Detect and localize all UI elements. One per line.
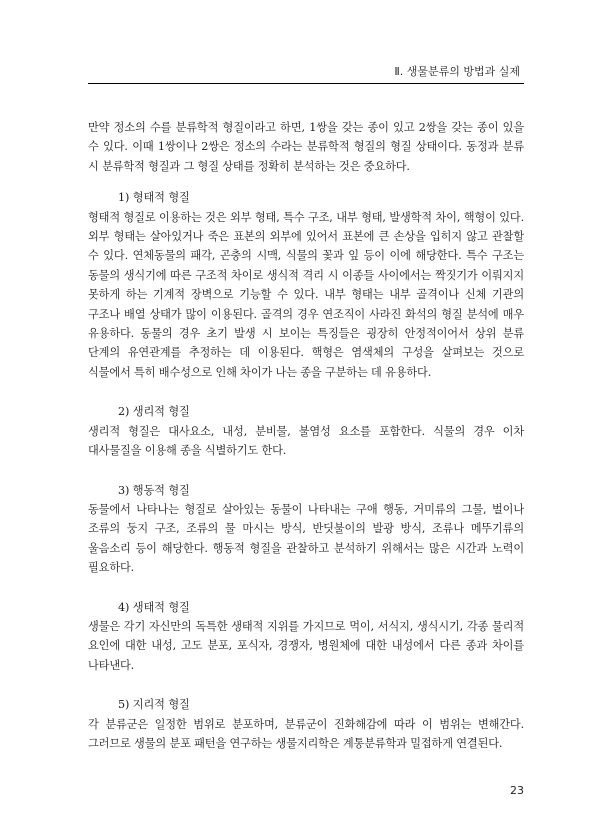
page-number: 23	[510, 784, 524, 797]
section-heading-physiological: 2) 생리적 형질	[118, 405, 190, 419]
intro-paragraph: 만약 정소의 수를 분류학적 형질이라고 하면, 1쌍을 갖는 종이 있고 2쌍을 갖는 종이 있을 수 있다. 이때 1쌍이나 2쌍은 정소의 수라는 분류학적 형질의 형질 상태이다. 동정과 분류 시 분류학적 형질과 그 형질 상태를 정확히 분석하는 것은 중요하다.	[88, 121, 524, 173]
section-paragraph-ecological: 생물은 각기 자신만의 독특한 생태적 지위를 가지므로 먹이, 서식지, 생식시기, 각종 물리적 요인에 대한 내성, 고도 분포, 포식자, 경쟁자, 병원체에 대한 내성에서 다른 종과 차이를 나타낸다.	[88, 619, 524, 672]
running-header	[88, 57, 524, 84]
section-heading-morphological: 1) 형태적 형질	[118, 191, 190, 205]
section-paragraph-morphological: 형태적 형질로 이용하는 것은 외부 형태, 특수 구조, 내부 형태, 발생학적 차이, 핵형이 있다. 외부 형태는 살아있거나 죽은 표본의 외부에 있어서 표본에 큰 손상을 입히지 않고 관찰할 수 있다. 연체동물의 패각, 곤충의 시맥, 식물의 꽃과 잎 등이 이에 해당한다. 특수 구조는 동물의 생식기에 따른 구조적 차이로 생식적 격리 시 이종들 사이에서는 짝짓기가 이뤄지지 못하게 하는 기계적 장벽으로 기능할 수 있다. 내부 형태는 내부 골격이나 신체 기관의 구조나 배열 상태가 많이 이용된다. 골격의 경우 연조직이 사라진 화석의 형질 분석에 매우 유용하다. 동물의 경우 초기 발생 시 보이는 특징들은 굉장히 안정적이어서 상위 분류 단계의 유연관계를 추정하는 데 이용된다. 핵형은 염색체의 구성을 살펴보는 것으로 식물에서 특히 배수성으로 인해 차이가 나는 종을 구분하는 데 유용하다.	[88, 210, 524, 379]
section-heading-geographical: 5) 지리적 형질	[118, 698, 190, 712]
section-paragraph-behavioral: 동물에서 나타나는 형질로 살아있는 동물이 나타내는 구애 행동, 거미류의 그물, 벌이나 조류의 둥지 구조, 조류의 물 마시는 방식, 반딧불이의 발광 방식, 조류나 메뚜기류의 울음소리 등이 해당한다. 행동적 형질을 관찰하고 분석하기 위해서는 많은 시간과 노력이 필요하다.	[88, 502, 524, 575]
chapter-title: Ⅱ. 생물분류의 방법과 실제	[394, 65, 520, 78]
body-content	[88, 118, 524, 753]
section-heading-behavioral: 3) 행동적 형질	[118, 483, 190, 497]
section-paragraph-geographical: 각 분류군은 일정한 범위로 분포하며, 분류군이 진화해감에 따라 이 범위는 변해간다. 그러므로 생물의 분포 패턴을 연구하는 생물지리학은 계통분류학과 밀접하게 연결된다.	[88, 717, 524, 750]
section-heading-ecological: 4) 생태적 형질	[118, 600, 190, 614]
section-paragraph-physiological: 생리적 형질은 대사요소, 내성, 분비물, 불염성 요소를 포함한다. 식물의 경우 이차 대사물질을 이용해 종을 식별하기도 한다.	[88, 424, 524, 458]
